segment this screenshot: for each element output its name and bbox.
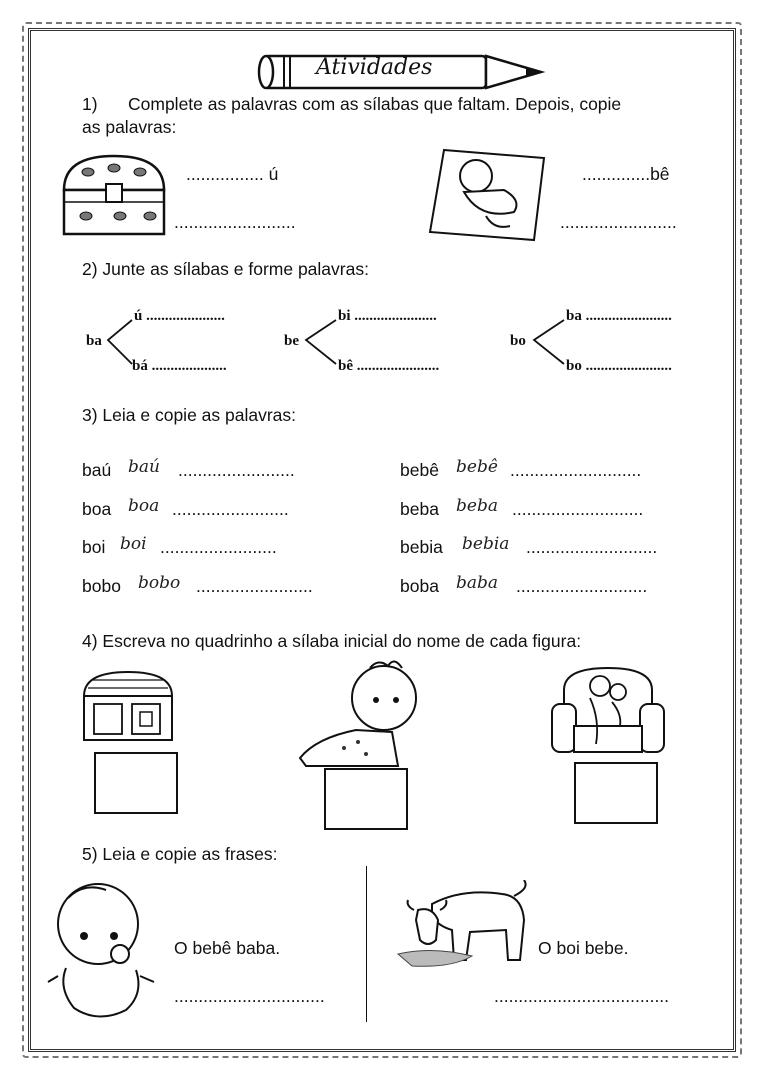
q3-left-line-2: ........................: [172, 499, 289, 519]
q3-right-line-1: ...........................: [510, 460, 642, 480]
treasure-chest-icon: [58, 150, 170, 240]
q2-group3-branch: [530, 316, 566, 368]
q3-left-cursive-2: boa: [128, 496, 160, 516]
q2-group3-top: ba .......................: [566, 308, 672, 324]
q2-group3-bottom: bo .......................: [566, 358, 672, 374]
q3-left-word-3: boi: [82, 537, 106, 557]
q5-sentence-2: O boi bebe.: [538, 938, 629, 958]
chest-icon: [80, 668, 176, 744]
q1-prompt-continued: as palavras:: [82, 117, 177, 137]
q5-prompt: 5) Leia e copie as frases:: [82, 844, 278, 864]
q2-group3-root: bo: [510, 333, 526, 349]
q4-answer-box-1[interactable]: [94, 752, 178, 814]
q2-group2-bottom: bê ......................: [338, 358, 440, 374]
q3-right-cursive-1: bebê: [456, 457, 498, 477]
q2-group1-top: ú .....................: [134, 308, 225, 324]
q1-item1-blank: ................ ú: [186, 164, 279, 184]
q5-answer-line-2: ....................................: [494, 986, 670, 1006]
q3-right-cursive-2: beba: [456, 496, 498, 516]
q3-right-word-2: beba: [400, 499, 439, 519]
q1-item2-answer-line: ........................: [560, 212, 677, 232]
q3-left-cursive-4: bobo: [138, 573, 181, 593]
q3-left-cursive-1: baú: [128, 457, 160, 477]
q4-answer-box-2[interactable]: [324, 768, 408, 830]
q5-answer-line-1: ...............................: [174, 986, 325, 1006]
q3-right-cursive-3: bebia: [462, 534, 510, 554]
q1-number: 1): [82, 94, 98, 114]
q3-left-cursive-3: boi: [120, 534, 147, 554]
q2-prompt: 2) Junte as sílabas e forme palavras:: [82, 259, 369, 279]
q3-left-word-4: bobo: [82, 576, 121, 596]
q3-right-word-4: boba: [400, 576, 439, 596]
q2-group2-root: be: [284, 333, 299, 349]
q1-item1-answer-line: .........................: [174, 212, 296, 232]
q3-right-word-1: bebê: [400, 460, 439, 480]
q2-group1-root: ba: [86, 333, 102, 349]
q4-prompt: 4) Escreva no quadrinho a sílaba inicial do nome de cada figura:: [82, 631, 582, 651]
q5-column-divider: [366, 866, 367, 1022]
q3-left-line-4: ........................: [196, 576, 313, 596]
q3-left-line-1: ........................: [178, 460, 295, 480]
q1-prompt: Complete as palavras com as sílabas que faltam. Depois, copie: [128, 94, 622, 114]
q2-group2-branch: [302, 316, 338, 368]
q3-right-word-3: bebia: [400, 537, 443, 557]
q3-right-line-2: ...........................: [512, 499, 644, 519]
q2-group2-top: bi ......................: [338, 308, 437, 324]
q2-group1-bottom: bá ....................: [132, 358, 227, 374]
q3-right-line-3: ...........................: [526, 537, 658, 557]
baby-on-blanket-icon: [424, 140, 554, 248]
armchair-icon: [550, 660, 666, 760]
crawling-baby-icon: [296, 654, 426, 770]
q1-item2-blank: ..............bê: [582, 164, 670, 184]
q3-prompt: 3) Leia e copie as palavras:: [82, 405, 297, 425]
q2-group1-branch: [104, 316, 134, 368]
q3-left-line-3: ........................: [160, 537, 277, 557]
baby-with-pacifier-icon: [44, 878, 162, 1028]
ox-drinking-icon: [392, 880, 532, 972]
q3-left-word-2: boa: [82, 499, 112, 519]
page-title: Atividades: [316, 55, 433, 80]
q3-right-line-4: ...........................: [516, 576, 648, 596]
q4-answer-box-3[interactable]: [574, 762, 658, 824]
q5-sentence-1: O bebê baba.: [174, 938, 281, 958]
q3-right-cursive-4: baba: [456, 573, 499, 593]
q3-left-word-1: baú: [82, 460, 112, 480]
